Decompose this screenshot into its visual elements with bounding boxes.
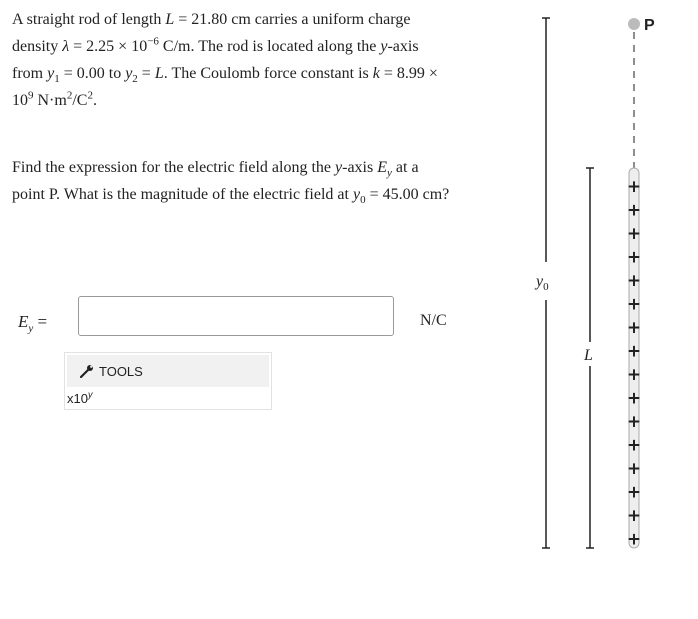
question-text: Find the expression for the electric field along the y-axis $E_y$ at a point P. What is the magnitude of the electric field at $y_0 = 45.00$ cm?	[12, 159, 450, 207]
unit-label: N/C	[420, 312, 447, 329]
tools-panel	[64, 352, 272, 410]
plus-charge: +	[626, 365, 642, 385]
plus-charge: +	[626, 271, 642, 291]
plus-charge: +	[626, 341, 642, 362]
plus-charge: +	[626, 294, 642, 315]
plus-charge: +	[626, 177, 642, 197]
plus-charge: +	[626, 435, 642, 456]
x10-power-button[interactable]: x10$^y$	[67, 389, 93, 406]
plus-charge: +	[626, 459, 642, 479]
plus-charge: +	[626, 247, 642, 268]
plus-charge: +	[626, 482, 642, 503]
plus-charge: +	[626, 200, 642, 221]
answer-input[interactable]	[78, 296, 394, 336]
plus-charge: +	[626, 224, 642, 244]
plus-charge: +	[626, 388, 642, 409]
answer-label: $E_y$ =	[18, 312, 48, 335]
wrench-icon	[80, 364, 94, 378]
tools-button[interactable]	[67, 355, 269, 387]
point-p-marker	[628, 18, 640, 30]
rod-diagram	[520, 0, 690, 560]
problem-statement: A straight rod of length L = 21.80 cm carries a uniform charge density $\lambda = 2.25 \times 10^{-6}$ C/m. The rod is located along the y-axis from $y_1 = 0.00$ to $y_2 = L$. The Coulomb force constant is $k = 8.99 \times 10^9$ $N\cdot m^2/C^2$.	[12, 11, 438, 109]
point-p-label: P	[644, 17, 655, 34]
plus-charge: +	[626, 318, 642, 338]
plus-charge: +	[626, 412, 642, 432]
plus-charge: +	[626, 529, 642, 550]
y0-label: $y_0$	[536, 273, 549, 293]
L-label: L	[584, 347, 593, 364]
tools-label: TOOLS	[99, 364, 143, 379]
plus-charge: +	[626, 506, 642, 526]
